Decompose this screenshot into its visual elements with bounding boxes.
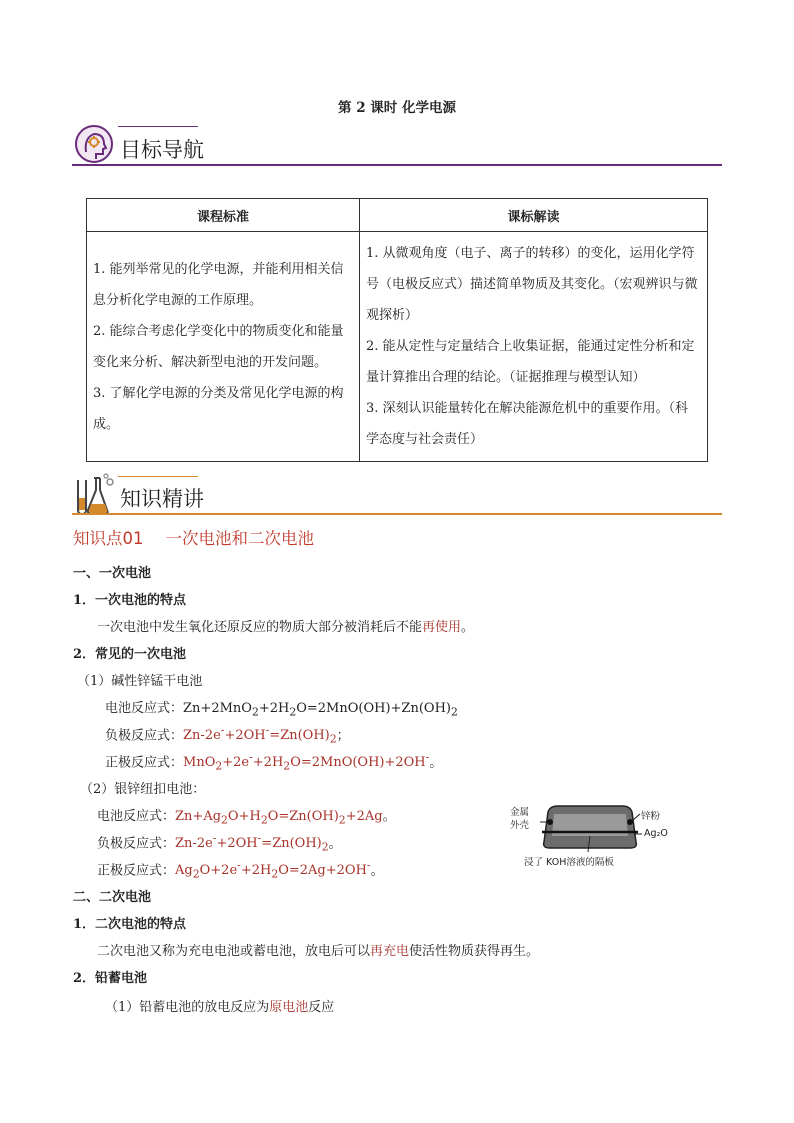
lab-flask-icon xyxy=(72,472,118,516)
alkaline-negative-reaction: 负极反应式：$Zn-2e^-+2OH^-=Zn(OH)_2$； xyxy=(105,724,350,746)
secondary-features-text: 二次电池又称为充电电池或蓄电池，放电后可以再充电使活性物质获得再生。 xyxy=(97,944,540,959)
heading-primary-features: 1．一次电池的特点 xyxy=(73,593,187,608)
table-cell-interpretation xyxy=(360,232,708,462)
label-koh-separator: 浸了 KOH溶液的隔板 xyxy=(524,857,614,868)
standard-item: 1. 能列举常见的化学电源，并能利用相关信息分析化学电源的工作原理。 xyxy=(93,261,344,308)
section-goal-header xyxy=(72,122,722,172)
highlight-text: 再充电 xyxy=(370,944,410,959)
standard-item: 3. 了解化学电源的分类及常见化学电源的构成。 xyxy=(93,385,344,432)
curriculum-table xyxy=(86,198,708,462)
button-cell-diagram xyxy=(510,800,668,870)
table-cell-standard xyxy=(87,232,360,462)
page-title: 第 2 课时 化学电源 xyxy=(338,100,456,116)
section-knowledge-header xyxy=(72,470,722,520)
interpretation-item: 3. 深刻认识能量转化在解决能源危机中的重要作用。（科学态度与社会责任） xyxy=(366,401,689,447)
highlight-text: 原电池 xyxy=(269,1000,309,1015)
table-header-interpretation: 课标解读 xyxy=(360,199,708,232)
standard-item: 2. 能综合考虑化学变化中的物质变化和能量变化来分析、解决新型电池的开发问题。 xyxy=(93,323,344,370)
heading-primary-battery: 一、一次电池 xyxy=(73,566,152,581)
alkaline-battery-title: （1）碱性锌锰干电池 xyxy=(77,674,203,689)
knowledge-point-number: 知识点01 xyxy=(73,529,144,548)
silver-zinc-battery-title: （2）银锌纽扣电池： xyxy=(80,782,206,797)
label-ag2o: Ag₂O xyxy=(644,828,668,839)
brain-head-icon xyxy=(74,124,114,166)
interpretation-item: 1. 从微观角度（电子、离子的转移）的变化，运用化学符号（电极反应式）描述简单物质及其变化。（宏观辨识与微观探析） xyxy=(366,246,698,323)
section-knowledge-title: 知识精讲 xyxy=(120,487,204,511)
label-zinc-powder: 锌粉 xyxy=(641,811,661,822)
heading-secondary-battery: 二、二次电池 xyxy=(73,890,152,905)
primary-features-text: 一次电池中发生氧化还原反应的物质大部分被消耗后不能再使用。 xyxy=(97,620,475,635)
silver-zinc-positive-reaction: 正极反应式：$Ag_2O+2e^-+2H_2O=2Ag+2OH^-$。 xyxy=(97,859,384,881)
interpretation-item: 2. 能从定性与定量结合上收集证据，能通过定性分析和定量计算推出合理的结论。（证据推理与模型认知） xyxy=(366,339,695,385)
silver-zinc-cell-reaction: 电池反应式：$Zn+Ag_2O+H_2O=Zn(OH)_2+2Ag$。 xyxy=(97,809,396,827)
table-header-standard: 课程标准 xyxy=(87,199,360,232)
alkaline-cell-reaction: 电池反应式：$Zn+2MnO_2+2H_2O=2MnO(OH)+Zn(OH)_2$ xyxy=(105,701,458,719)
highlight-text: 再使用 xyxy=(422,620,462,635)
label-metal-shell: 金属 外壳 xyxy=(510,807,530,831)
lead-acid-discharge-text: （1）铅蓄电池的放电反应为原电池反应 xyxy=(105,1000,335,1015)
heading-lead-acid: 2．铅蓄电池 xyxy=(73,971,148,986)
knowledge-point-title: 一次电池和二次电池 xyxy=(165,529,314,548)
alkaline-positive-reaction: 正极反应式：$MnO_2+2e^-+2H_2O=2MnO(OH)+2OH^-$。 xyxy=(105,751,443,773)
silver-zinc-negative-reaction: 负极反应式：$Zn-2e^-+2OH^-=Zn(OH)_2$。 xyxy=(97,832,342,854)
heading-common-primary: 2．常见的一次电池 xyxy=(73,647,187,662)
heading-secondary-features: 1．二次电池的特点 xyxy=(73,917,187,932)
section-goal-title: 目标导航 xyxy=(120,138,204,162)
knowledge-point-heading xyxy=(73,525,314,549)
